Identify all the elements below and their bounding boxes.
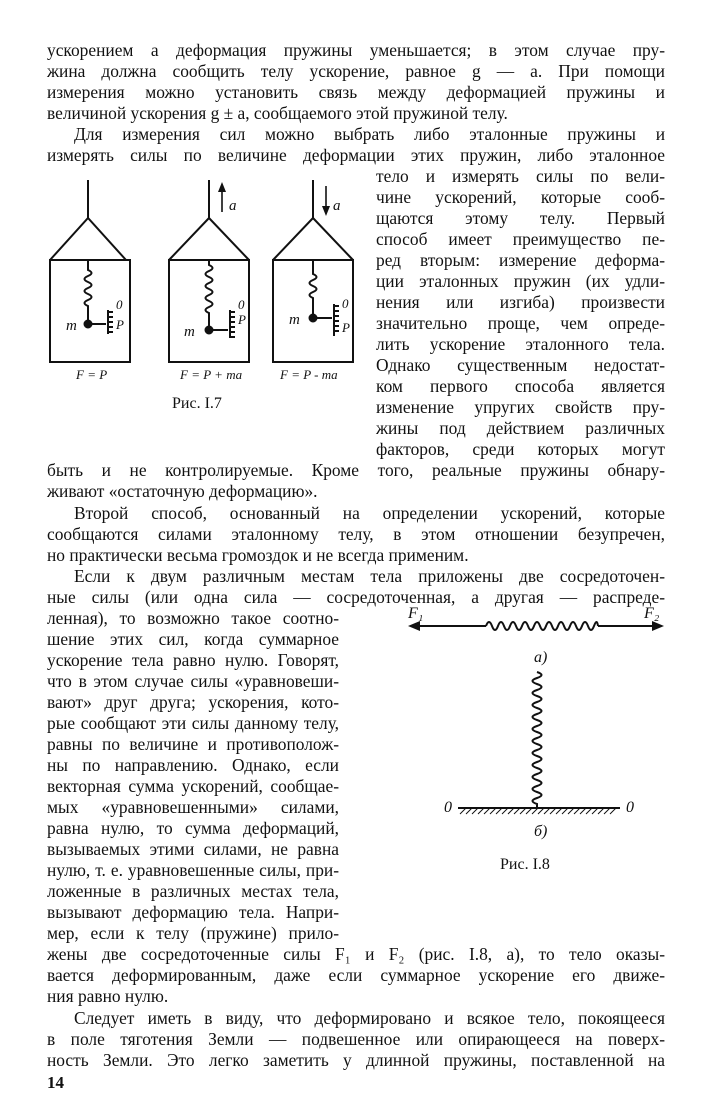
- spring-1: [85, 260, 92, 318]
- text-line: ции эталонных пружин (их удли-: [376, 271, 665, 291]
- text-line: способ имеет преимущество пе-: [376, 229, 665, 249]
- spring-2: [206, 260, 213, 328]
- text-line: равны по величине и противополож-: [47, 734, 339, 754]
- scale-zero-label: 0: [116, 297, 123, 312]
- force-label-1: F = P: [76, 367, 108, 382]
- text-line: измерения можно установить связь между деформацией пружины и: [47, 82, 665, 102]
- text-line: лить ускорение эталонного тела.: [376, 334, 665, 354]
- text-line: жина должна сообщить телу ускорение, равное g — a. При помощи: [47, 61, 665, 81]
- spring-box-3: [273, 180, 353, 362]
- figure-1-7: [40, 172, 370, 382]
- text-line: Следует иметь в виду, что деформировано и всякое тело, покоящееся: [74, 1008, 665, 1028]
- text-line: нения или изгиба) произвести: [376, 292, 665, 312]
- spring-3: [310, 260, 317, 310]
- text-line: ны по направлению. Однако, если: [47, 755, 339, 775]
- text-line: ленная), то возможно такое соотно-: [47, 608, 339, 628]
- text-line: вают» друг друга; ускорения, кото-: [47, 692, 339, 712]
- text-line: Если к двум различным местам тела приложены две сосредоточен-: [74, 566, 665, 586]
- subfigure-a-label: а): [534, 649, 548, 666]
- text-line: векторная сумма ускорений, сообщае-: [47, 776, 339, 796]
- text-line: шение этих сил, когда суммарное: [47, 629, 339, 649]
- text-line: равна нулю, то сумма деформаций,: [47, 818, 339, 838]
- text-line: что в этом случае силы «уравновеши-: [47, 671, 339, 691]
- scale-p-label: P: [116, 317, 124, 332]
- text-line: ускорение тела равно нулю. Говорят,: [47, 650, 339, 670]
- text-line: измерять силы по величине деформации этих пружин, либо эталонное: [47, 145, 665, 165]
- text-line: ния равно нулю.: [47, 986, 169, 1006]
- scale-zero-label: 0: [238, 297, 245, 312]
- text-line: ред вторым: измерение деформа-: [376, 250, 665, 270]
- ground-right-label: 0: [626, 799, 634, 816]
- text-line: чине ускорений, которые сооб-: [376, 187, 665, 207]
- force-label-3: F = P - ma: [280, 367, 338, 382]
- text-line: факторов, среди которых могут: [376, 439, 665, 459]
- f1-label: F₁: [408, 605, 424, 622]
- force-label-2: F = P + ma: [180, 367, 243, 382]
- text-line: значительно проще, чем опреде-: [376, 313, 665, 333]
- text-line: но практически весьма громоздок и не всегда применим.: [47, 545, 469, 565]
- figure-1-7-caption: Рис. I.7: [172, 395, 222, 412]
- figure-1-8: [400, 600, 670, 850]
- subfigure-b-label: б): [534, 823, 548, 840]
- text-line: Второй способ, основанный на определении ускорений, которые: [74, 503, 665, 523]
- text-line: нулю, т. е. уравновешенные силы, при-: [47, 860, 339, 880]
- spring-box-2: [169, 180, 249, 362]
- arrow-left-icon: [408, 621, 420, 631]
- text-line: живают «остаточную деформацию».: [47, 481, 318, 501]
- scale-zero-label: 0: [342, 296, 349, 311]
- text-line: ность Земли. Это легко заметить у длинной пружины, поставленной на: [47, 1050, 665, 1070]
- text-line: щаются этому телу. Первый: [376, 208, 665, 228]
- text-line: мых «уравновешенными» силами,: [47, 797, 339, 817]
- text-line: ложенные в различных местах тела,: [47, 881, 339, 901]
- ground-left-label: 0: [444, 799, 452, 816]
- text-line: Для измерения сил можно выбрать либо эталонные пружины и: [74, 124, 665, 144]
- text-line: ком первого способа является: [376, 376, 665, 396]
- mass-label: m: [66, 318, 77, 334]
- figure-1-8-caption: Рис. I.8: [500, 856, 550, 873]
- f2-label: F₂: [644, 605, 660, 622]
- text-line: рые сообщают эти силы данному телу,: [47, 713, 339, 733]
- text-line: изменение упругих свойств пру-: [376, 397, 665, 417]
- arrow-right-icon: [652, 621, 664, 631]
- text-line: вызываемых этими силами, не равна: [47, 839, 339, 859]
- scale-p-label: P: [238, 312, 246, 327]
- mass-label: m: [289, 312, 300, 328]
- text-line: в поле тяготения Земли — подвешенное или опирающееся на поверх-: [47, 1029, 665, 1049]
- text-line: быть и не контролируемые. Кроме того, реальные пружины обнару-: [47, 460, 665, 480]
- text-line: мер, если к телу (пружине) прило-: [47, 923, 339, 943]
- horizontal-spring: [486, 622, 598, 630]
- text-line: сообщаются силами эталонному телу, в этом отношении безупречен,: [47, 524, 665, 544]
- spring-box-1: [50, 180, 130, 362]
- text-line: Однако существенным недостат-: [376, 355, 665, 375]
- text-line: жины под действием различных: [376, 418, 665, 438]
- scale-p-label: P: [342, 320, 350, 335]
- text-line: тело и измерять силы по вели-: [376, 166, 665, 186]
- mass-label: m: [184, 324, 195, 340]
- text-line: ные силы (или одна сила — сосредоточенная, а другая — распреде-: [47, 587, 665, 607]
- accel-label: a: [229, 198, 237, 214]
- text-line: величиной ускорения g ± a, сообщаемого этой пружиной телу.: [47, 103, 508, 123]
- text-line: ускорением a деформация пружины уменьшается; в этом случае пру-: [47, 40, 665, 60]
- text-line: жены две сосредоточенные силы F₁ и F₂ (рис. I.8, a), то тело оказы-: [47, 944, 665, 964]
- text-line: вается деформированным, даже если суммарное ускорение его движе-: [47, 965, 665, 985]
- page-number: 14: [47, 1073, 64, 1092]
- text-line: вызывают деформацию тела. Напри-: [47, 902, 339, 922]
- accel-label: a: [333, 198, 341, 214]
- vertical-spring: [533, 672, 542, 807]
